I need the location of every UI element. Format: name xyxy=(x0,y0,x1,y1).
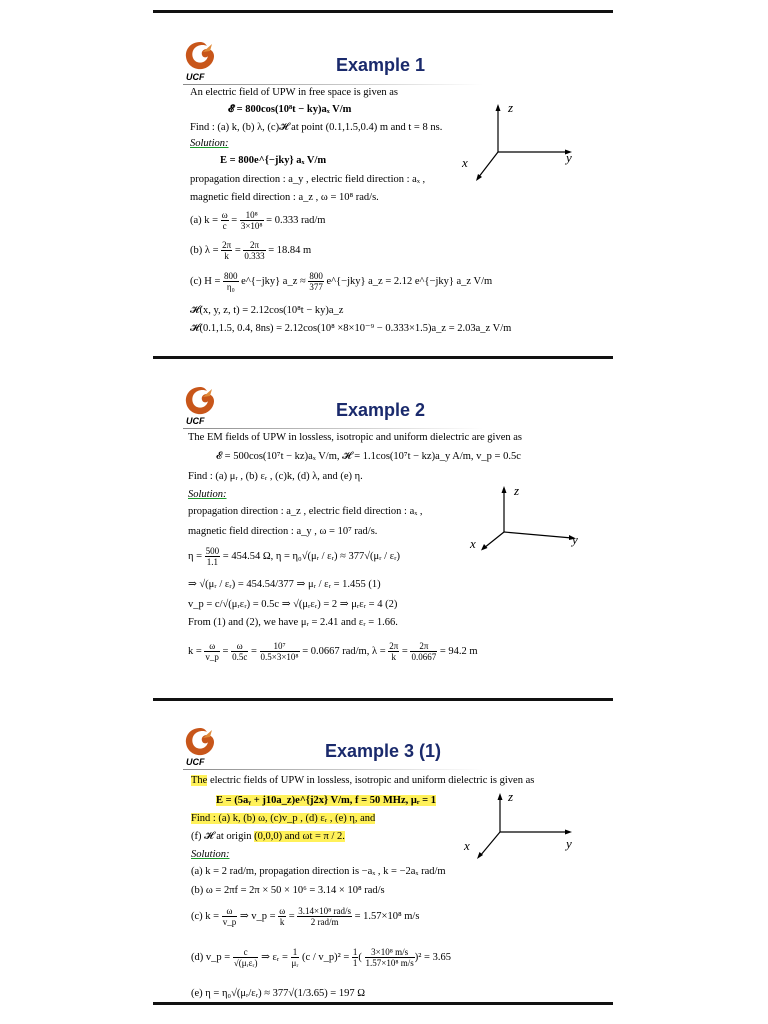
denominator: k xyxy=(279,917,285,927)
denominator: k xyxy=(391,652,397,662)
ex2-line-3: Find : (a) μᵣ , (b) εᵣ , (c)k, (d) λ, and (e) η. xyxy=(188,471,363,482)
ex1-l9-result: e^{−jky} a_z = 2.12 e^{−jky} a_z V/m xyxy=(326,275,493,287)
axis-x-label: x xyxy=(464,838,470,853)
numerator: ω xyxy=(221,210,228,220)
fraction xyxy=(222,906,238,927)
axes-diagram-3 xyxy=(470,788,580,868)
ex3-line-2 xyxy=(216,795,436,806)
denominator: 1.1 xyxy=(206,557,219,567)
axis-z-label: z xyxy=(514,483,520,498)
denominator: v_p xyxy=(222,917,237,927)
ex3-l1-rest: electric fields of UPW in lossless, isotropic and uniform dielectric is given as xyxy=(207,775,535,786)
axis-y-label: y xyxy=(566,836,572,851)
ex2-line-5: magnetic field direction : a_y , ω = 10⁷ rad/s. xyxy=(188,526,378,537)
denominator: η₀ xyxy=(226,282,235,292)
fraction xyxy=(231,641,248,662)
numerator: 800 xyxy=(224,271,238,281)
top-rule xyxy=(153,10,613,13)
ex1-line-8: (b) λ = $\frac{2\pi}{k}$ = $\frac{2\pi}{0.333}$ = 18.84 m xyxy=(190,240,312,261)
ex3-line-1 xyxy=(191,775,534,786)
numerator: 10⁸ xyxy=(240,210,264,221)
numerator: 1 xyxy=(291,947,300,958)
fraction xyxy=(308,271,324,292)
ex3-l4-highlight: (0,0,0) and ωt = π / 2. xyxy=(254,831,345,842)
ex3-l4-prefix: (f) 𝓗 at origin xyxy=(191,831,255,842)
fraction xyxy=(278,906,286,927)
ex3-solution-label: Solution: xyxy=(191,849,230,860)
ex3-l2-mu: μᵣ = 1 xyxy=(408,795,436,806)
numerator: c xyxy=(233,947,259,958)
axis-z-label: z xyxy=(508,100,514,115)
ex1-line-6: magnetic field direction : a_z , ω = 10⁸ rad/s. xyxy=(190,192,379,203)
fraction xyxy=(240,210,264,231)
ucf-label: UCF xyxy=(186,72,205,82)
ex2-l6-prefix: η = xyxy=(188,550,203,562)
ex1-l8-prefix: (b) λ = xyxy=(190,244,219,256)
ex2-line-4: propagation direction : a_z , electric field direction : aₓ , xyxy=(188,506,423,517)
numerator: ω xyxy=(222,906,238,917)
denominator: 2 rad/m xyxy=(310,917,339,927)
denominator: 0.0667 xyxy=(411,652,437,662)
denominator: 0.333 xyxy=(244,251,265,261)
ex3-l2-field: E = (5aᵧ + j10a_z)e^{j2x} V/m, xyxy=(216,795,353,806)
example-1-title: Example 1 xyxy=(336,55,426,75)
axis-y-label: y xyxy=(572,532,578,547)
denominator: 0.5×3×10⁸ xyxy=(260,652,299,662)
axis-x-label: x xyxy=(462,155,468,170)
ex3-l7-result: = 1.57×10⁸ m/s xyxy=(354,910,420,922)
axis-y-label: y xyxy=(566,150,572,165)
ex2-line-8: v_p = c/√(μᵣεᵣ) = 0.5c ⇒ √(μᵣεᵣ) = 2 ⇒ μᵣεᵣ = 4 (2) xyxy=(188,599,398,610)
fraction xyxy=(221,240,232,261)
fraction xyxy=(365,947,415,968)
ex2-line-9: From (1) and (2), we have μᵣ = 2.41 and εᵣ = 1.66. xyxy=(188,617,398,628)
ucf-label: UCF xyxy=(186,416,205,426)
ex3-line-5: (a) k = 2 rad/m, propagation direction is −aₓ , k = −2aₓ rad/m xyxy=(191,866,446,877)
rule-2 xyxy=(153,698,613,701)
numerator: 3.14×10⁸ rad/s xyxy=(298,906,352,916)
ex3-line-9: (e) η = η₀√(μᵣ/εᵣ) ≈ 377√(1/3.65) = 197 Ω xyxy=(191,988,366,999)
ex3-l8-result: ² = 3.65 xyxy=(418,951,451,963)
ex3-line-3 xyxy=(191,813,375,824)
example-2-title: Example 2 xyxy=(336,400,426,420)
ex1-solution-label: Solution: xyxy=(190,138,229,149)
numerator: 10⁷ xyxy=(260,641,300,652)
example-3-title: Example 3 (1) xyxy=(325,741,442,761)
axis-z-label: z xyxy=(508,789,514,804)
axis-x-label: x xyxy=(470,536,476,551)
fraction xyxy=(410,641,437,662)
ex3-l8-mid: ⇒ εᵣ = xyxy=(261,951,288,963)
ex2-line-7: ⇒ √(μᵣ / εᵣ) = 454.54/377 ⇒ μᵣ / εᵣ = 1.455 (1) xyxy=(188,579,381,590)
ex3-l3-find: Find : (a) k, (b) ω, (c)v_p , (d) εᵣ , (e) η, and xyxy=(191,813,376,824)
ex3-line-8: (d) v_p = $\frac{c}{\text{√(μᵣεᵣ)}}$ ⇒ εᵣ = $\frac{1}{\text{μᵣ}}$ (c / v_p)² = $\frac{1}{1}$ ( $\frac{\text{3×10⁸ m/s}}{\text{1.57×10⁸ m/s}}$ )² = 3.65 xyxy=(191,947,451,968)
numerator: 2π xyxy=(243,240,265,251)
ex2-solution-label: Solution: xyxy=(188,489,227,500)
ex1-line-7: (a) k = $\frac{\omega}{c}$ = $\frac{\text{10⁸}}{\text{3×10⁸}}$ = 0.333 rad/m xyxy=(190,210,326,231)
ex1-l9-mid: e^{−jky} a_z ≈ xyxy=(241,275,306,287)
numerator: ω xyxy=(204,641,220,652)
ex1-l7-prefix: (a) k = xyxy=(190,214,219,226)
ex3-l7-prefix: (c) k = xyxy=(191,910,220,922)
ex2-line-2: 𝓔 = 500cos(10⁷t − kz)aₓ V/m, 𝓗 = 1.1cos(10⁷t − kz)a_y A/m, v_p = 0.5c xyxy=(216,451,521,462)
title-underline xyxy=(183,769,483,770)
ex1-line-5: propagation direction : a_y , electric field direction : aₓ , xyxy=(190,174,426,185)
denominator: v_p xyxy=(205,652,219,662)
fraction xyxy=(352,947,359,968)
numerator: 2π xyxy=(410,641,437,652)
ex1-l7-result: = 0.333 rad/m xyxy=(266,214,326,226)
ex3-l7-mid: ⇒ v_p = xyxy=(239,910,276,922)
fraction xyxy=(233,947,259,968)
ex2-l6-result: = 454.54 Ω, η = η₀√(μᵣ / εᵣ) ≈ 377√(μᵣ / εᵣ) xyxy=(222,550,401,562)
fraction xyxy=(388,641,399,662)
ex1-line-9 xyxy=(190,271,492,292)
ex3-l2-frequency: f = 50 MHz, xyxy=(352,795,409,806)
fraction xyxy=(291,947,300,968)
ex1-l8-result: = 18.84 m xyxy=(268,244,312,256)
ex2-l10-prefix: k = xyxy=(188,645,202,657)
numerator: 3×10⁸ m/s xyxy=(365,947,415,958)
fraction xyxy=(223,271,239,292)
numerator: 500 xyxy=(205,546,220,556)
denominator: 377 xyxy=(309,282,323,292)
denominator: 3×10⁸ xyxy=(240,221,263,231)
ex3-l8-mid2: (c / v_p)² = xyxy=(302,951,350,963)
ex2-line-10: k = $\frac{\omega}{v\_p}$ = $\frac{\omega}{0.5c}$ = $\frac{\text{10⁷}}{\text{0.5×3×10⁸}}$ = 0.0667 rad/m, λ = $\frac{2\pi}{k}$ = $\frac{2\pi}{0.0667}$ = 94.2 m xyxy=(188,641,478,662)
numerator: 1 xyxy=(352,947,358,957)
ex2-line-6 xyxy=(188,546,400,567)
ex3-line-4 xyxy=(191,831,345,843)
denominator: k xyxy=(224,251,229,261)
fraction xyxy=(205,546,221,567)
ex2-l10-result: = 94.2 m xyxy=(439,645,478,657)
ex2-l10-mid: = 0.0667 rad/m, λ = xyxy=(302,645,386,657)
numerator: ω xyxy=(231,641,248,652)
denominator: μᵣ xyxy=(291,958,299,968)
ex3-l1-highlight: The xyxy=(191,775,208,786)
rule-1 xyxy=(153,356,613,359)
ex1-line-4: E = 800e^{−jky} aₓ V/m xyxy=(220,155,327,166)
axes-diagram-2 xyxy=(476,482,586,562)
ex1-line-10: 𝓗(x, y, z, t) = 2.12cos(10⁸t − ky)a_z xyxy=(190,305,344,316)
fraction xyxy=(243,240,265,261)
denominator: 0.5c xyxy=(232,652,248,662)
denominator: √(μᵣεᵣ) xyxy=(233,958,258,968)
numerator: 2π xyxy=(389,641,399,651)
numerator: 2π xyxy=(222,240,232,250)
ex3-l8-prefix: (d) v_p = xyxy=(191,951,231,963)
axes-diagram-1 xyxy=(470,100,580,190)
bottom-rule xyxy=(153,1002,613,1005)
denominator: 1.57×10⁸ m/s xyxy=(365,958,414,968)
ex1-l9-prefix: (c) H = xyxy=(190,275,221,287)
ucf-label: UCF xyxy=(186,757,205,767)
fraction xyxy=(204,641,220,662)
numerator: ω xyxy=(279,906,286,916)
ex1-line-1: An electric field of UPW in free space is given as xyxy=(190,87,398,98)
title-underline xyxy=(183,428,483,429)
denominator: 1 xyxy=(352,958,358,968)
title-underline xyxy=(183,84,483,85)
fraction xyxy=(221,210,229,231)
numerator: 800 xyxy=(309,271,323,281)
ex1-line-11: 𝓗(0.1,1.5, 0.4, 8ns) = 2.12cos(10⁸ ×8×10⁻⁹ − 0.333×1.5)a_z = 2.03a_z V/m xyxy=(190,323,512,334)
ex1-line-2: 𝓔 = 800cos(10⁸t − ky)aₓ V/m xyxy=(228,104,352,115)
fraction xyxy=(260,641,300,662)
fraction xyxy=(297,906,352,927)
ex1-line-3: Find : (a) k, (b) λ, (c)𝓗 at point (0.1,1.5,0.4) m and t = 8 ns. xyxy=(190,122,443,133)
denominator: c xyxy=(222,221,227,231)
ex2-line-1: The EM fields of UPW in lossless, isotropic and uniform dielectric are given as xyxy=(188,432,522,443)
ex3-line-7: (c) k = $\frac{\omega}{v\_p}$ ⇒ v_p = $\frac{\omega}{k}$ = $\frac{\text{3.14×10⁸ rad/s}}{\text{2 rad/m}}$ = 1.57×10⁸ m/s xyxy=(191,906,420,927)
ex3-line-6: (b) ω = 2πf = 2π × 50 × 10⁶ = 3.14 × 10⁸ rad/s xyxy=(191,885,385,896)
